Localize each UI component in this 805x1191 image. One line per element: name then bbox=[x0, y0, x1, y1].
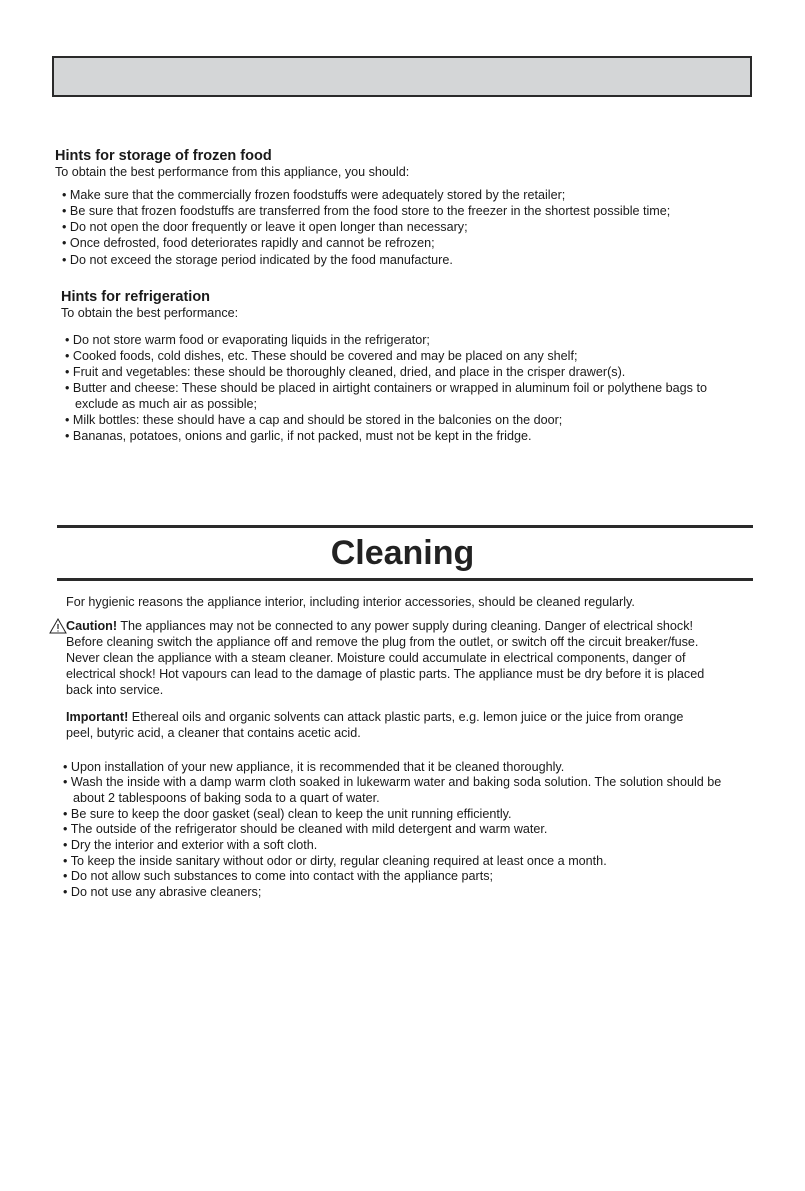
bullet-icon: • bbox=[63, 760, 71, 774]
caution-label: Caution! bbox=[66, 619, 118, 633]
frozen-intro: To obtain the best performance from this appliance, you should: bbox=[55, 165, 410, 179]
important-label: Important! bbox=[66, 710, 129, 724]
bullet-icon: • bbox=[62, 188, 70, 202]
list-item bbox=[63, 884, 261, 900]
list-item-text: Do not allow such substances to come into contact with the appliance parts; bbox=[70, 869, 494, 883]
list-item-text: Be sure that frozen foodstuffs are transferred from the food store to the freezer in the shortest possible time; bbox=[69, 204, 671, 218]
important-text: Ethereal oils and organic solvents can attack plastic parts, e.g. lemon juice or the juice from orange bbox=[128, 710, 684, 724]
list-item-text: The outside of the refrigerator should be cleaned with mild detergent and warm water. bbox=[70, 822, 548, 836]
bullet-icon: • bbox=[62, 253, 70, 267]
cleaning-title: Cleaning bbox=[330, 534, 475, 572]
bullet-icon: • bbox=[63, 854, 71, 868]
bullet-icon: • bbox=[62, 220, 70, 234]
bullet-icon: • bbox=[62, 236, 70, 250]
bullet-icon: • bbox=[65, 349, 73, 363]
list-item-text: Once defrosted, food deteriorates rapidly and cannot be refrozen; bbox=[69, 236, 435, 250]
list-item bbox=[63, 821, 547, 837]
list-item-text: Dry the interior and exterior with a soft cloth. bbox=[70, 838, 318, 852]
list-item bbox=[62, 252, 453, 268]
list-item-text: Do not exceed the storage period indicated by the food manufacture. bbox=[69, 253, 453, 267]
important-line bbox=[66, 709, 683, 725]
list-item bbox=[62, 235, 435, 251]
bullet-icon: • bbox=[63, 885, 71, 899]
bullet-icon: • bbox=[62, 204, 70, 218]
list-item-continuation bbox=[73, 790, 380, 806]
header-box bbox=[52, 56, 752, 97]
bullet-icon: • bbox=[65, 333, 73, 347]
list-item bbox=[63, 774, 721, 790]
caution-line: Before cleaning switch the appliance off and remove the plug from the outlet, or switch off the circuit breaker/fuse. bbox=[66, 635, 699, 649]
list-item-text: Fruit and vegetables: these should be thoroughly cleaned, dried, and place in the crisper drawer(s). bbox=[72, 365, 626, 379]
bullet-icon: • bbox=[63, 807, 71, 821]
list-item-text: Wash the inside with a damp warm cloth soaked in lukewarm water and baking soda solution. The solution should be bbox=[70, 775, 722, 789]
list-item bbox=[65, 428, 532, 444]
caution-line: Never clean the appliance with a steam cleaner. Moisture could accumulate in electrical components, danger of bbox=[66, 651, 686, 665]
list-item-text: Bananas, potatoes, onions and garlic, if not packed, must not be kept in the fridge. bbox=[72, 429, 532, 443]
divider-top bbox=[57, 525, 753, 528]
important-line: peel, butyric acid, a cleaner that contains acetic acid. bbox=[66, 726, 361, 740]
bullet-icon: • bbox=[63, 775, 71, 789]
list-item-text: Make sure that the commercially frozen foodstuffs were adequately stored by the retailer; bbox=[69, 188, 566, 202]
list-item bbox=[62, 219, 468, 235]
bullet-icon: • bbox=[65, 413, 73, 427]
cleaning-intro: For hygienic reasons the appliance interior, including interior accessories, should be cleaned regularly. bbox=[66, 595, 635, 609]
list-item bbox=[65, 412, 562, 428]
caution-line: back into service. bbox=[66, 683, 164, 697]
list-item-text: exclude as much air as possible; bbox=[75, 397, 258, 411]
list-item-text: Milk bottles: these should have a cap and should be stored in the balconies on the door; bbox=[72, 413, 563, 427]
list-item bbox=[63, 837, 317, 853]
list-item bbox=[65, 364, 625, 380]
caution-line: electrical shock! Hot vapours can lead to the damage of plastic parts. The appliance must be dry before it is placed bbox=[66, 667, 705, 681]
list-item-text: Cooked foods, cold dishes, etc. These should be covered and may be placed on any shelf; bbox=[72, 349, 578, 363]
divider-bottom bbox=[57, 578, 753, 581]
list-item-text: Be sure to keep the door gasket (seal) clean to keep the unit running efficiently. bbox=[70, 807, 512, 821]
bullet-icon: • bbox=[63, 838, 71, 852]
list-item-text: Do not use any abrasive cleaners; bbox=[70, 885, 262, 899]
list-item bbox=[63, 868, 493, 884]
list-item bbox=[62, 187, 565, 203]
list-item-text: Do not store warm food or evaporating liquids in the refrigerator; bbox=[72, 333, 430, 347]
list-item bbox=[63, 759, 564, 775]
list-item-text: Do not open the door frequently or leave it open longer than necessary; bbox=[69, 220, 468, 234]
frozen-heading: Hints for storage of frozen food bbox=[55, 148, 272, 164]
refrig-heading: Hints for refrigeration bbox=[61, 289, 211, 305]
warning-triangle-icon bbox=[49, 618, 67, 634]
bullet-icon: • bbox=[63, 869, 71, 883]
bullet-icon: • bbox=[63, 822, 71, 836]
list-item-continuation bbox=[75, 396, 257, 412]
list-item-text: Butter and cheese: These should be placed in airtight containers or wrapped in aluminum foil or polythene bags to bbox=[72, 381, 707, 395]
bullet-icon: • bbox=[65, 365, 73, 379]
list-item bbox=[63, 806, 512, 822]
list-item bbox=[63, 853, 607, 869]
caution-text: The appliances may not be connected to any power supply during cleaning. Danger of electrical shock! bbox=[117, 619, 694, 633]
list-item bbox=[65, 380, 707, 396]
list-item-text: To keep the inside sanitary without odor or dirty, regular cleaning required at least once a month. bbox=[70, 854, 607, 868]
list-item-text: about 2 tablespoons of baking soda to a quart of water. bbox=[73, 791, 380, 805]
bullet-icon: • bbox=[65, 429, 73, 443]
list-item bbox=[62, 203, 670, 219]
list-item bbox=[65, 332, 430, 348]
caution-line bbox=[66, 618, 693, 634]
list-item-text: Upon installation of your new appliance, it is recommended that it be cleaned thoroughly. bbox=[70, 760, 565, 774]
bullet-icon: • bbox=[65, 381, 73, 395]
refrig-intro: To obtain the best performance: bbox=[61, 306, 239, 320]
list-item bbox=[65, 348, 577, 364]
